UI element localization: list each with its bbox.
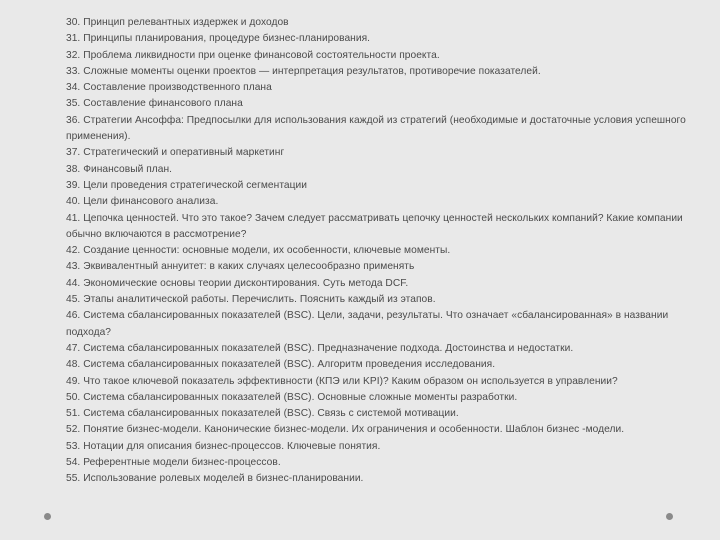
list-item: 39. Цели проведения стратегической сегментации <box>66 179 308 191</box>
list-item: 54. Референтные модели бизнес-процессов. <box>66 457 281 469</box>
list-item: 50. Система сбалансированных показателей (BSC). Основные сложные моменты разработки. <box>66 391 518 403</box>
next-slide-dot-icon[interactable] <box>666 513 673 520</box>
question-list <box>66 15 698 488</box>
list-item: 53. Нотации для описания бизнес-процессов. Ключевые понятия. <box>66 440 381 452</box>
list-item: 51. Система сбалансированных показателей (BSC). Связь с системой мотивации. <box>66 408 459 420</box>
question-list-container <box>66 15 698 488</box>
list-item: 46. Система сбалансированных показателей (BSC). Цели, задачи, результаты. Что означает «сбалансированная» в названии подхода? <box>66 310 669 338</box>
previous-slide-dot-icon[interactable] <box>44 513 51 520</box>
list-item: 55. Использование ролевых моделей в бизнес-планировании. <box>66 473 364 485</box>
list-item: 33. Сложные моменты оценки проектов — интерпретация результатов, противоречие показателей. <box>66 65 541 77</box>
list-item: 34. Составление производственного плана <box>66 82 272 94</box>
list-item: 42. Создание ценности: основные модели, их особенности, ключевые моменты. <box>66 245 451 257</box>
list-item: 32. Проблема ликвидности при оценке финансовой состоятельности проекта. <box>66 49 440 61</box>
list-item: 48. Система сбалансированных показателей (BSC). Алгоритм проведения исследования. <box>66 359 496 371</box>
list-item: 52. Понятие бизнес-модели. Канонические бизнес-модели. Их ограничения и особенности. Шаблон бизнес -модели. <box>66 424 625 436</box>
list-item: 47. Система сбалансированных показателей (BSC). Предназначение подхода. Достоинства и недостатки. <box>66 342 574 354</box>
list-item: 40. Цели финансового анализа. <box>66 196 219 208</box>
list-item: 31. Принципы планирования, процедуре бизнес-планирования. <box>66 33 371 45</box>
list-item: 44. Экономические основы теории дисконтирования. Суть метода DCF. <box>66 277 409 289</box>
list-item: 43. Эквивалентный аннуитет: в каких случаях целесообразно применять <box>66 261 415 273</box>
list-item: 36. Стратегии Ансоффа: Предпосылки для использования каждой из стратегий (необходимые и достаточные условия успешного применения). <box>66 114 686 143</box>
list-item: 49. Что такое ключевой показатель эффективности (КПЭ или KPI)? Каким образом он используется в управлении? <box>66 375 618 387</box>
list-item: 38. Финансовый план. <box>66 163 173 175</box>
list-item: 37. Стратегический и оперативный маркетинг <box>66 147 285 159</box>
list-item: 41. Цепочка ценностей. Что это такое? Зачем следует рассматривать цепочку ценностей нескольких компаний? Какие компании обычно включаются в рассмотрение? <box>66 212 683 240</box>
list-item: 30. Принцип релевантных издержек и доходов <box>66 17 289 28</box>
list-item: 35. Составление финансового плана <box>66 98 243 110</box>
list-item: 45. Этапы аналитической работы. Перечислить. Пояснить каждый из этапов. <box>66 294 436 306</box>
